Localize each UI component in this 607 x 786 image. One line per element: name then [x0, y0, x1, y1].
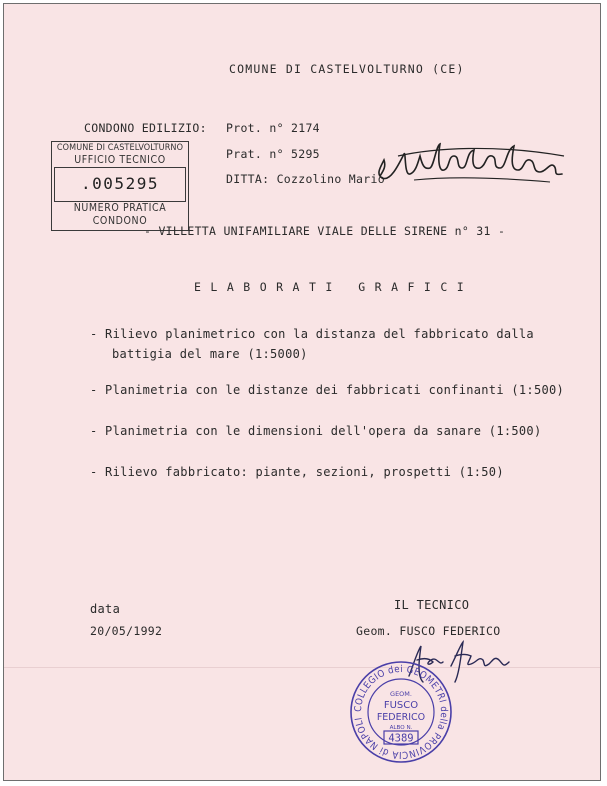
- list-item: - Rilievo fabbricato: piante, sezioni, prospetti (1:50): [90, 465, 504, 479]
- office-stamp: [51, 141, 189, 231]
- stamp-number: .005295: [81, 174, 159, 193]
- stamp-line-ufficio: UFFICIO TECNICO: [74, 154, 166, 166]
- stamp-number-box: [54, 167, 186, 202]
- stamp-line-condono: CONDONO: [92, 215, 148, 227]
- technician-label: IL TECNICO: [394, 598, 470, 612]
- seal-albo-number: 4389: [388, 732, 414, 745]
- seal-center-geom: GEOM.: [390, 690, 412, 698]
- list-item: - Planimetria con le dimensioni dell'opera da sanare (1:500): [90, 424, 542, 438]
- stamp-line-numero: NUMERO PRATICA: [73, 202, 167, 214]
- date-label: data: [90, 602, 121, 616]
- document-page: [3, 3, 601, 781]
- seal-ring-text: COLLEGIO dei GEOMETRI della PROVINCIA di NAPOLI: [352, 663, 450, 761]
- condono-label: CONDONO EDILIZIO:: [84, 121, 207, 135]
- list-item: - Planimetria con le distanze dei fabbricati confinanti (1:500): [90, 383, 565, 397]
- seal-albo-label: ALBO N.: [389, 725, 413, 731]
- stamp-line-comune: COMUNE DI CASTELVOLTURNO: [56, 143, 184, 153]
- property-subject: - VILLETTA UNIFAMILIARE VIALE DELLE SIRENE n° 31 -: [144, 224, 506, 238]
- seal-center-surname: FUSCO: [383, 700, 419, 711]
- owner-signature: [374, 126, 574, 190]
- technician-name: Geom. FUSCO FEDERICO: [356, 624, 501, 638]
- section-heading: ELABORATI GRAFICI: [194, 280, 474, 294]
- practice-number: Prat. n° 5295: [226, 147, 320, 161]
- list-item: - Rilievo planimetrico con la distanza del fabbricato dalla: [90, 327, 534, 341]
- seal-center-name: FEDERICO: [376, 712, 426, 723]
- document-title: COMUNE DI CASTELVOLTURNO (CE): [229, 62, 465, 76]
- date-value: 20/05/1992: [90, 624, 163, 638]
- list-item-continuation: battigia del mare (1:5000): [112, 347, 308, 361]
- protocol-number: Prot. n° 2174: [226, 121, 320, 135]
- professional-seal: [348, 659, 454, 765]
- ditta-name: DITTA: Cozzolino Mario: [226, 172, 385, 186]
